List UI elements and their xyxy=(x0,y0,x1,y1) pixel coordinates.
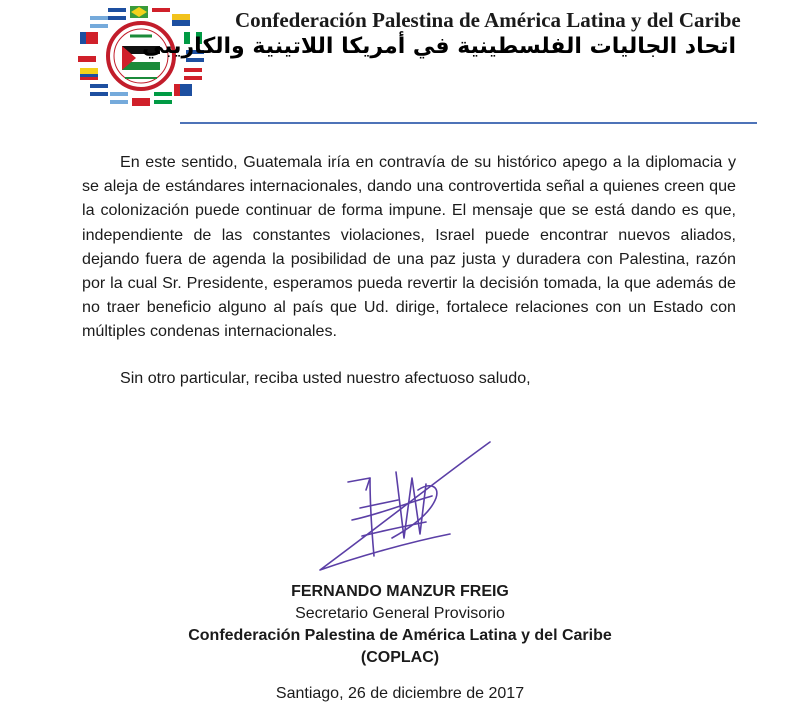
signatory-organization: Confederación Palestina de América Latina y del Caribe (COPLAC) xyxy=(188,627,612,666)
place-and-date: Santiago, 26 de diciembre de 2017 xyxy=(275,685,525,702)
signature-block xyxy=(160,581,640,705)
organization-name-spanish: Confederación Palestina de América Latina y del Caribe xyxy=(235,8,741,32)
signatory-name: FERNANDO MANZUR FREIG xyxy=(291,583,509,600)
organization-name-arabic: اتحاد الجاليات الفلسطينية في أمريكا اللاتينية والكاريبي xyxy=(142,34,736,59)
closing-salutation: Sin otro particular, reciba usted nuestro afectuoso saludo, xyxy=(120,368,531,387)
signatory-title: Secretario General Provisorio xyxy=(295,605,505,622)
header-divider xyxy=(180,122,757,124)
handwritten-signature xyxy=(300,438,500,578)
letter-body xyxy=(82,150,736,390)
body-paragraph: En este sentido, Guatemala iría en contravía de su histórico apego a la diplomacia y se aleja de estándares internacionales, dando una controvertida señal a quienes creen que la colonización puede continuar de forma impune. El mensaje que se está dando es que, independiente de las constantes violaciones, Israel puede encontrar nuevos aliados, dejando fuera de agenda la posibilidad de una paz justa y duradera con Palestina, razón por la cual Sr. Presidente, esperamos pueda revertir la decisión tomada, la que además de no traer beneficio alguno al país que Ud. dirige, fortalece relaciones con un Estado con múltiples condenas internacionales. xyxy=(82,153,736,341)
